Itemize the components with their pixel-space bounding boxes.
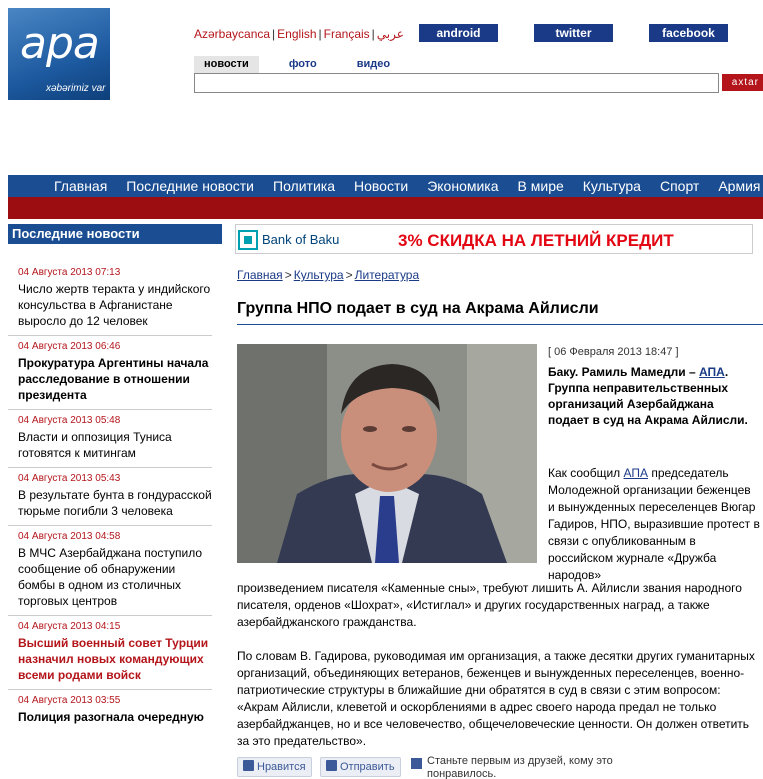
title-divider (237, 324, 763, 325)
like-hint: Станьте первым из друзей, кому это понравилось. (427, 755, 613, 779)
news-date: 04 Августа 2013 05:48 (18, 415, 121, 426)
lead-prefix: Баку. Рамиль Мамедли – (548, 365, 700, 379)
news-date: 04 Августа 2013 06:46 (18, 341, 121, 352)
language-switcher: Azərbaycanca | English | Français | عربي (194, 27, 404, 41)
p1-source-link[interactable]: АПА (623, 466, 649, 480)
nav-latest[interactable]: Последние новости (126, 178, 255, 194)
logo-text: apa (20, 18, 99, 69)
logo-slogan: xəbərimiz var (46, 83, 106, 94)
bank-logo-icon (238, 230, 258, 250)
article-date: [ 06 Февраля 2013 18:47 ] (548, 346, 679, 358)
list-item[interactable] (8, 690, 212, 731)
send-label: Отправить (340, 761, 395, 773)
lead-source-link[interactable]: АПА (699, 365, 725, 379)
search-button[interactable]: axtar (722, 74, 763, 91)
thumbs-up-icon (243, 760, 254, 771)
breadcrumb: Главная > Культура > Литература (237, 268, 420, 282)
lang-ar[interactable]: عربي (376, 27, 404, 41)
article-lead (548, 364, 758, 428)
article-paragraph-2: По словам В. Гадирова, руководимая им организация, а также десятки других гуманитарных организаций, объединяющих ветеранов, беженцев и вынужденных переселенцев, военно-патриотические структуры в ближайшие дни обратятся в суд в связи с этим вопросом: «Акрам Айлисли, клеветой и оскорблениями в адрес своего народа предал не только азербайджанцев, но и все человечество, общечеловеческие ценности. Он должен ответить за это предательство». (237, 649, 755, 748)
list-item[interactable] (8, 468, 212, 526)
search-tab-video[interactable]: видео (356, 58, 391, 70)
list-item[interactable] (8, 526, 212, 616)
nav-news[interactable]: Новости (354, 178, 409, 194)
news-date: 04 Августа 2013 04:15 (18, 621, 121, 632)
sidebar-latest-news (8, 224, 222, 731)
send-icon (326, 760, 337, 771)
breadcrumb-culture[interactable]: Культура (293, 268, 344, 282)
send-button[interactable] (320, 757, 401, 777)
lang-fr[interactable]: Français (323, 27, 370, 41)
nav-army[interactable]: Армия (718, 178, 761, 194)
search-tab-news[interactable]: новости (194, 56, 259, 73)
list-item[interactable] (8, 410, 212, 468)
news-date: 04 Августа 2013 04:58 (18, 531, 121, 542)
twitter-button[interactable]: twitter (534, 24, 613, 42)
article-paragraph-1 (548, 465, 760, 584)
main-nav (8, 175, 763, 197)
search-tabs (194, 56, 420, 73)
news-title[interactable]: Власти и оппозиция Туниса готовятся к митингам (18, 430, 172, 460)
list-item[interactable] (8, 262, 212, 336)
news-title[interactable]: Высший военный совет Турции назначил новых командующих всеми родами войск (18, 636, 209, 682)
news-title[interactable]: Число жертв теракта у индийского консульства в Афганистане выросло до 12 человек (18, 282, 211, 328)
news-title[interactable]: В результате бунта в гондурасской тюрьме погибли 3 человека (18, 488, 212, 518)
like-label: Нравится (257, 761, 306, 773)
article-title: Группа НПО подает в суд на Акрама Айлисли (237, 300, 599, 317)
article-paragraph-1-cont: произведением писателя «Каменные сны», требуют лишить А. Айлисли звания народного писателя, орденов «Шохрат», «Истиглал» и других государственных наград, а также азербайджанского гражданства. (237, 581, 742, 629)
nav-culture[interactable]: Культура (582, 178, 641, 194)
nav-home[interactable]: Главная (54, 178, 108, 194)
article-photo (237, 344, 537, 563)
sidebar-list (8, 262, 222, 731)
news-date: 04 Августа 2013 07:13 (18, 267, 121, 278)
banner-promo: 3% СКИДКА НА ЛЕТНИЙ КРЕДИТ (398, 231, 674, 250)
like-button[interactable] (237, 757, 312, 777)
lead-suffix: . Группа неправительственных организаций Азербайджана подает в суд на Акрама Айлисли. (548, 365, 748, 427)
search-input[interactable] (194, 73, 719, 93)
bank-name: Bank of Baku (262, 232, 340, 247)
lang-az[interactable]: Azərbaycanca (194, 27, 271, 41)
news-title[interactable]: Полиция разогнала очередную (18, 710, 204, 724)
nav-economy[interactable]: Экономика (427, 178, 499, 194)
list-item[interactable] (8, 336, 212, 410)
facebook-button[interactable]: facebook (649, 24, 728, 42)
news-date: 04 Августа 2013 03:55 (18, 695, 121, 706)
nav-world[interactable]: В мире (517, 178, 564, 194)
sidebar-heading[interactable]: Последние новости (8, 224, 222, 244)
lang-en[interactable]: English (277, 27, 317, 41)
nav-politics[interactable]: Политика (273, 178, 335, 194)
sub-nav-bar (8, 197, 763, 219)
news-title[interactable]: Прокуратура Аргентины начала расследование в отношении президента (18, 356, 209, 402)
search-tab-photo[interactable]: фото (288, 58, 317, 70)
p1-side: председатель Молодежной организации беженцев и вынужденных переселенцев Вюгар Гадиров, НПО, выразившие протест в связи с опубликованным в российском журнале «Дружба народов» (548, 466, 760, 582)
nav-sport[interactable]: Спорт (659, 178, 700, 194)
news-date: 04 Августа 2013 05:43 (18, 473, 121, 484)
p1-prefix: Как сообщил (548, 466, 624, 480)
bank-banner[interactable] (235, 224, 753, 254)
portrait-image (237, 344, 537, 563)
breadcrumb-literature[interactable]: Литература (354, 268, 420, 282)
news-title[interactable]: В МЧС Азербайджана поступило сообщение об обнаружении бомбы в одном из столичных торговых центров (18, 546, 203, 608)
logo[interactable] (8, 8, 110, 100)
android-button[interactable]: android (419, 24, 498, 42)
breadcrumb-home[interactable]: Главная (237, 268, 283, 282)
list-item[interactable] (8, 616, 212, 690)
